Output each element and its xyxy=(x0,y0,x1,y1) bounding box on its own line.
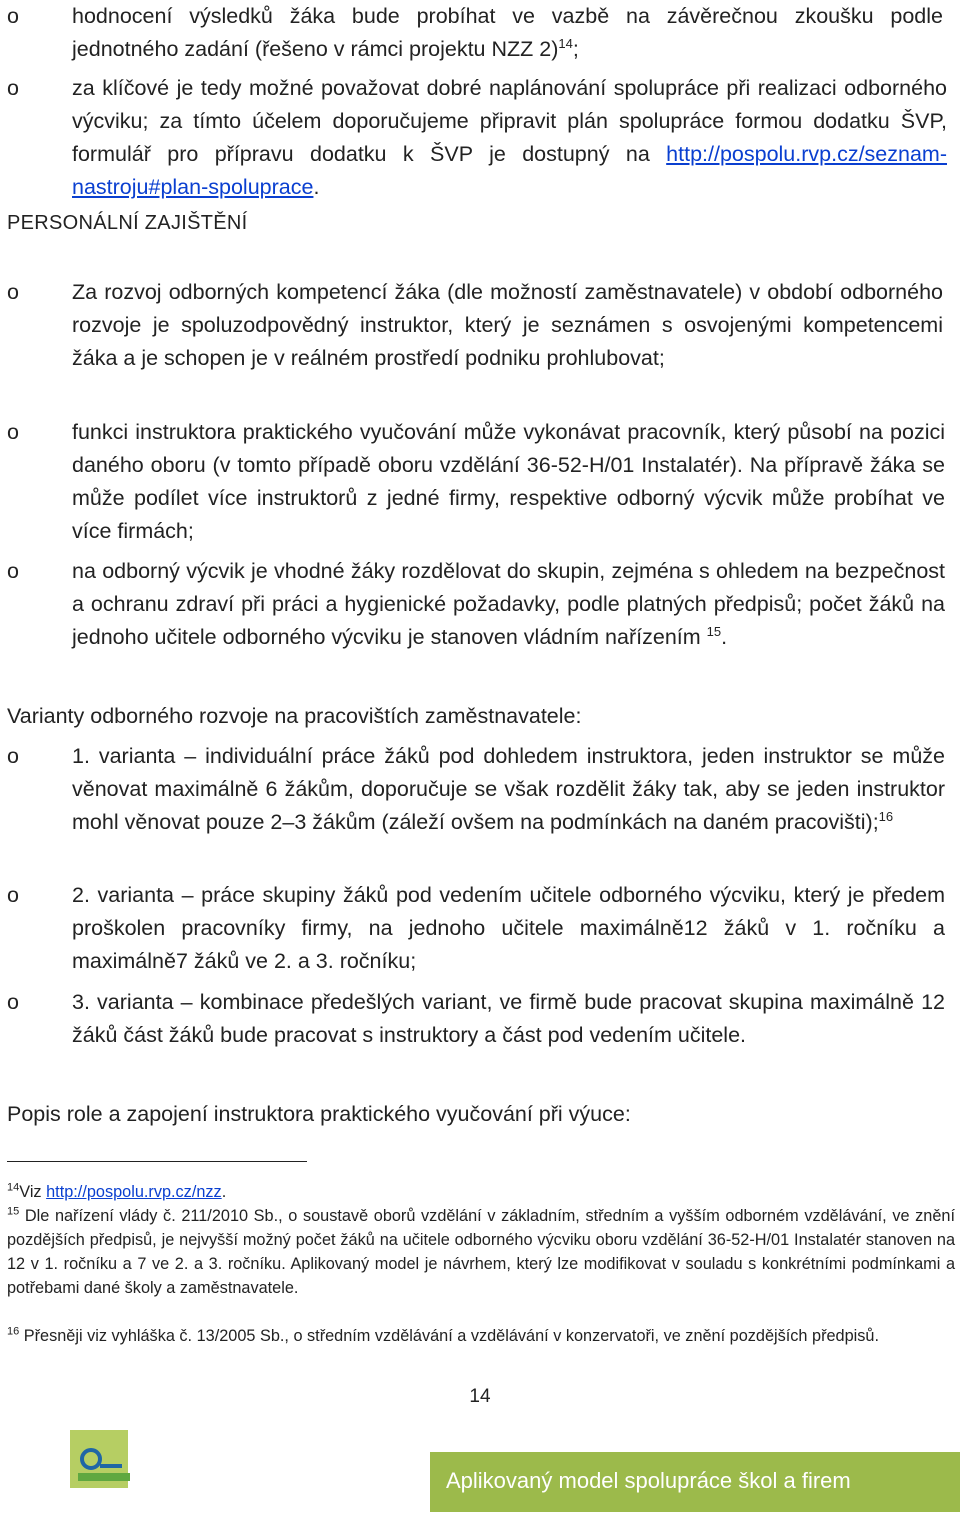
footnote-number: 14 xyxy=(7,1181,20,1194)
bullet-text: 1. varianta – individuální práce žáků pod dohledem instruktora, jeden instruktor se může věnovat maximálně 6 žákům, doporučuje se však rozdělit žáky tak, aby se jeden instruktor mohl věnovat pouze 2–3 žákům (záleží ovšem na podmínkách na daném pracovišti); xyxy=(72,744,945,834)
footnote-number: 15 xyxy=(7,1205,20,1218)
footnote-ref[interactable]: 14 xyxy=(558,35,573,51)
logo-ring-icon xyxy=(80,1448,102,1470)
bullet-text: 2. varianta – práce skupiny žáků pod vedením učitele odborného výcviku, který je předem proškolen pracovníky firmy, na jednoho učitele maximálně12 žáků v 1. ročníku a maximálně7 žáků ve 2. a 3. ročníku; xyxy=(72,883,945,973)
logo-bar-icon xyxy=(100,1464,122,1468)
bullet-text: funkci instruktora praktického vyučování může vykonávat pracovník, který působí na pozici daného oboru (v tomto případě oboru vzdělání 36-52-H/01 Instalatér). Na přípravě žáka se může podílet více instruktorů z jedné firmy, respektive odborný výcvik může probíhat ve více firmách; xyxy=(72,420,945,543)
bullet-marker: o xyxy=(7,420,19,444)
bullet-text: na odborný výcvik je vhodné žáky rozdělovat do skupin, zejména s ohledem na bezpečnost a ochranu zdraví při práci a hygienické požadavky, podle platných předpisů; počet žáků na jednoho učitele odborného výcviku je stanoven vládním nařízením xyxy=(72,559,945,649)
list-item xyxy=(7,740,945,839)
page-number: 14 xyxy=(469,1386,491,1407)
footnote-number: 16 xyxy=(7,1325,20,1338)
footnote-separator xyxy=(7,1161,307,1162)
footnote: $^{16}$ Přesněji viz vyhláška č. 13/2005 Sb., o středním vzdělávání a vzdělávání v konzervatoři, ve znění pozdějších předpisů. xyxy=(7,1325,879,1345)
list-item: o hodnocení výsledků žáka bude probíhat ve vazbě na závěrečnou zkoušku podle jednotného zadání (řešeno v rámci projektu NZZ 2)$^{14}$; xyxy=(7,0,943,66)
list-item xyxy=(7,879,945,978)
list-item xyxy=(7,986,945,1052)
bullet-marker: o xyxy=(7,4,19,28)
list-item xyxy=(7,416,945,548)
logo-stripe xyxy=(78,1473,130,1481)
bullet-marker: o xyxy=(7,990,19,1014)
plan-spoluprace-link[interactable]: http://pospolu.rvp.cz/seznam-nastroju#plan-spoluprace xyxy=(72,142,947,199)
bullet-text: Za rozvoj odborných kompetencí žáka (dle možností zaměstnavatele) v období odborného rozvoje je spoluzodpovědný instruktor, který je seznámen s osvojenými kompetencemi žáka a je schopen je v reálném prostředí podniku prohlubovat; xyxy=(72,280,943,370)
bullet-marker: o xyxy=(7,559,19,583)
list-item xyxy=(7,276,943,375)
variants-intro: Varianty odborného rozvoje na pracovištích zaměstnavatele: xyxy=(7,704,582,728)
footnote-ref[interactable]: 16 xyxy=(878,808,894,824)
bullet-text: hodnocení výsledků žáka bude probíhat ve vazbě na závěrečnou zkoušku podle jednotného zadání (řešeno v rámci projektu NZZ 2) xyxy=(72,4,943,61)
role-heading: Popis role a zapojení instruktora praktického vyučování při výuce: xyxy=(7,1102,631,1126)
footnote: $^{15}$ Dle nařízení vlády č. 211/2010 Sb., o soustavě oborů vzdělání v základním, středním a vyšším odborném vzdělávání, ve znění pozdějších předpisů, je nejvyšší možný počet žáků na učitele odborného výcviku oboru vzdělání 36-52-H/01 Instalatér stanoven na 12 v 1. ročníku a 7 ve 2. a 3. ročníku. Aplikovaný model je návrhem, který lze modifikovat v souladu s konkrétními podmínkami a potřebami dané školy a zaměstnavatele. xyxy=(7,1205,955,1297)
bullet-text: za klíčové je tedy možné považovat dobré naplánování spolupráce při realizaci odborného výcviku; za tímto účelem doporučujeme připravit plán spolupráce formou dodatku ŠVP, formulář pro přípravu dodatku k ŠVP je dostupný na xyxy=(72,76,947,166)
bullet-marker: o xyxy=(7,76,19,100)
list-item: o na odborný výcvik je vhodné žáky rozdělovat do skupin, zejména s ohledem na bezpečnost a ochranu zdraví při práci a hygienické požadavky, podle platných předpisů; počet žáků na jednoho učitele odborného výcviku je stanoven vládním nařízením $^{15}$. xyxy=(7,555,945,654)
footnote-ref[interactable]: 15 xyxy=(706,623,722,639)
section-heading: PERSONÁLNÍ ZAJIŠTĚNÍ xyxy=(7,212,248,234)
bullet-marker: o xyxy=(7,883,19,907)
bullet-marker: o xyxy=(7,744,19,768)
bullet-marker: o xyxy=(7,280,19,304)
footer-banner xyxy=(430,1452,960,1512)
footnote: $^{14}$Viz http://pospolu.rvp.cz/nzz. xyxy=(7,1181,227,1201)
nzz-link[interactable]: http://pospolu.rvp.cz/nzz xyxy=(46,1183,222,1201)
list-item: o za klíčové je tedy možné považovat dobré naplánování spolupráce při realizaci odborného výcviku; za tímto účelem doporučujeme připravit plán spolupráce formou dodatku ŠVP, formulář pro přípravu dodatku k ŠVP je dostupný na http://pospolu.rvp.cz/seznam-nastroju#plan-spoluprace. xyxy=(7,72,947,204)
footer-banner-text: Aplikovaný model spolupráce škol a firem xyxy=(446,1468,851,1493)
bullet-text: 3. varianta – kombinace předešlých variant, ve firmě bude pracovat skupina maximálně 12 žáků část žáků bude pracovat s instruktory a část pod vedením učitele. xyxy=(72,990,945,1047)
